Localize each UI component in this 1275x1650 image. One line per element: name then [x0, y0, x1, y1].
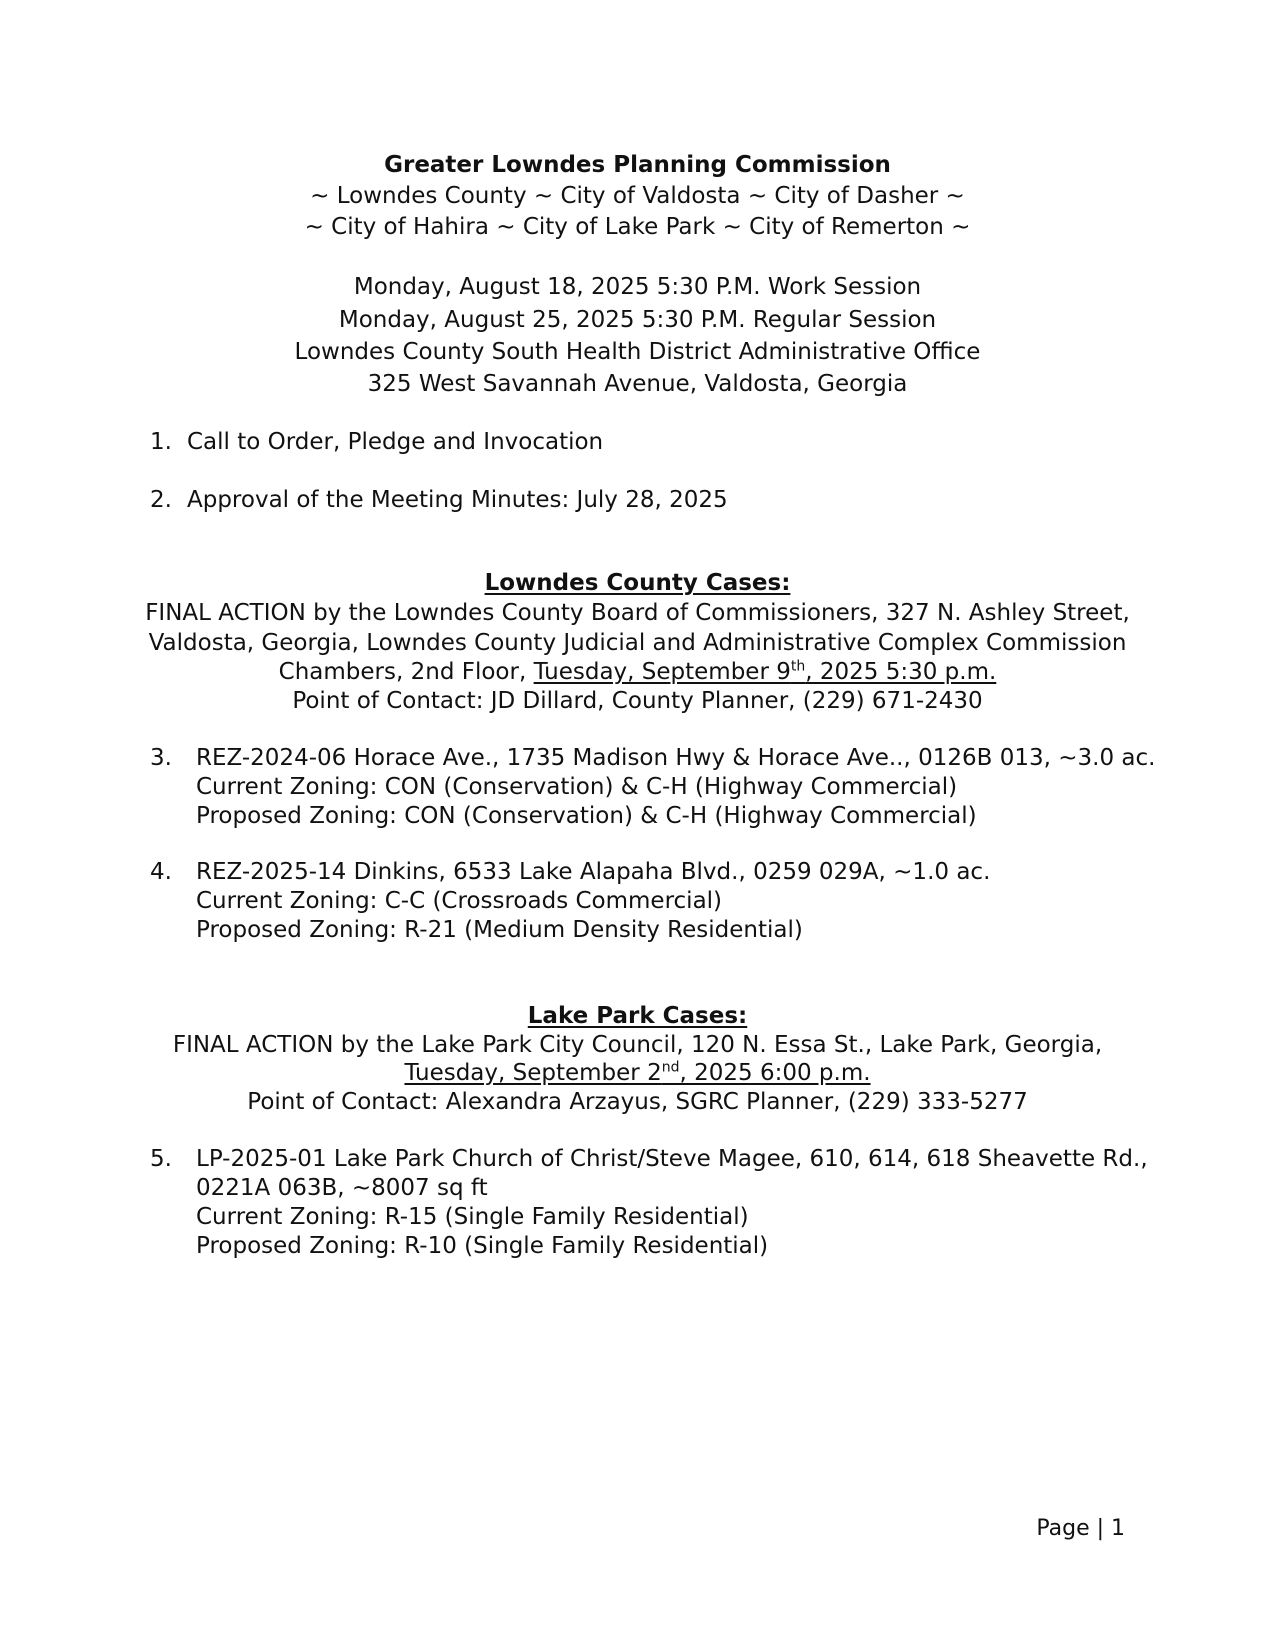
work-session-date: Monday, August 18, 2025 5:30 P.M. Work Session [353, 274, 922, 300]
case-number: 5. [150, 1146, 172, 1172]
case-rez-2025-14-proposed-zoning: Proposed Zoning: R-21 (Medium Density Residential) [196, 917, 803, 943]
document-title: Greater Lowndes Planning Commission [384, 152, 891, 178]
case-lp-2025-01-proposed-zoning: Proposed Zoning: R-10 (Single Family Residential) [196, 1233, 769, 1259]
lowndes-final-action-line-2: Valdosta, Georgia, Lowndes County Judicial and Administrative Complex Commission [148, 630, 1127, 656]
agenda-item-number: 1. [150, 429, 172, 455]
case-lp-2025-01-title: LP-2025-01 Lake Park Church of Christ/Steve Magee, 610, 614, 618 Sheavette Rd., [196, 1146, 1148, 1172]
case-rez-2024-06-current-zoning: Current Zoning: CON (Conservation) & C-H (Highway Commercial) [196, 774, 958, 800]
jurisdictions-line-1: ~ Lowndes County ~ City of Valdosta ~ City of Dasher ~ [310, 183, 965, 209]
jurisdictions-line-2: ~ City of Hahira ~ City of Lake Park ~ City of Remerton ~ [304, 214, 971, 240]
lowndes-point-of-contact: Point of Contact: JD Dillard, County Planner, (229) 671-2430 [292, 688, 983, 714]
case-rez-2024-06-proposed-zoning: Proposed Zoning: CON (Conservation) & C-H (Highway Commercial) [196, 803, 977, 829]
lowndes-cases-heading: Lowndes County Cases: [484, 570, 791, 596]
case-number: 3. [150, 745, 172, 771]
case-rez-2025-14-current-zoning: Current Zoning: C-C (Crossroads Commercial) [196, 888, 723, 914]
lowndes-final-action-line-3: Chambers, 2nd Floor, Tuesday, September 9th, 2025 5:30 p.m. [278, 658, 997, 685]
lakepark-final-action-date: Tuesday, September 2nd, 2025 6:00 p.m. [404, 1059, 871, 1086]
case-rez-2024-06-title: REZ-2024-06 Horace Ave., 1735 Madison Hwy & Horace Ave.., 0126B 013, ~3.0 ac. [196, 745, 1156, 771]
agenda-item-call-to-order: Call to Order, Pledge and Invocation [187, 429, 604, 455]
case-number: 4. [150, 859, 172, 885]
meeting-venue: Lowndes County South Health District Administrative Office [294, 339, 981, 365]
regular-session-date: Monday, August 25, 2025 5:30 P.M. Regular Session [338, 307, 937, 333]
case-lp-2025-01-current-zoning: Current Zoning: R-15 (Single Family Residential) [196, 1204, 749, 1230]
case-lp-2025-01-parcel: 0221A 063B, ~8007 sq ft [196, 1175, 488, 1201]
lakepark-point-of-contact: Point of Contact: Alexandra Arzayus, SGRC Planner, (229) 333-5277 [247, 1089, 1028, 1115]
lowndes-final-action-line-1: FINAL ACTION by the Lowndes County Board of Commissioners, 327 N. Ashley Street, [145, 600, 1130, 626]
agenda-item-number: 2. [150, 487, 172, 513]
page-number: Page | 1 [1036, 1516, 1125, 1541]
agenda-item-minutes-approval: Approval of the Meeting Minutes: July 28, 2025 [187, 487, 728, 513]
lakepark-cases-heading: Lake Park Cases: [527, 1003, 748, 1029]
meeting-address: 325 West Savannah Avenue, Valdosta, Georgia [367, 371, 908, 397]
lowndes-final-action-date: Tuesday, September 9th, 2025 5:30 p.m. [533, 658, 997, 685]
lakepark-final-action-line-1: FINAL ACTION by the Lake Park City Council, 120 N. Essa St., Lake Park, Georgia, [172, 1032, 1103, 1058]
case-rez-2025-14-title: REZ-2025-14 Dinkins, 6533 Lake Alapaha Blvd., 0259 029A, ~1.0 ac. [196, 859, 991, 885]
